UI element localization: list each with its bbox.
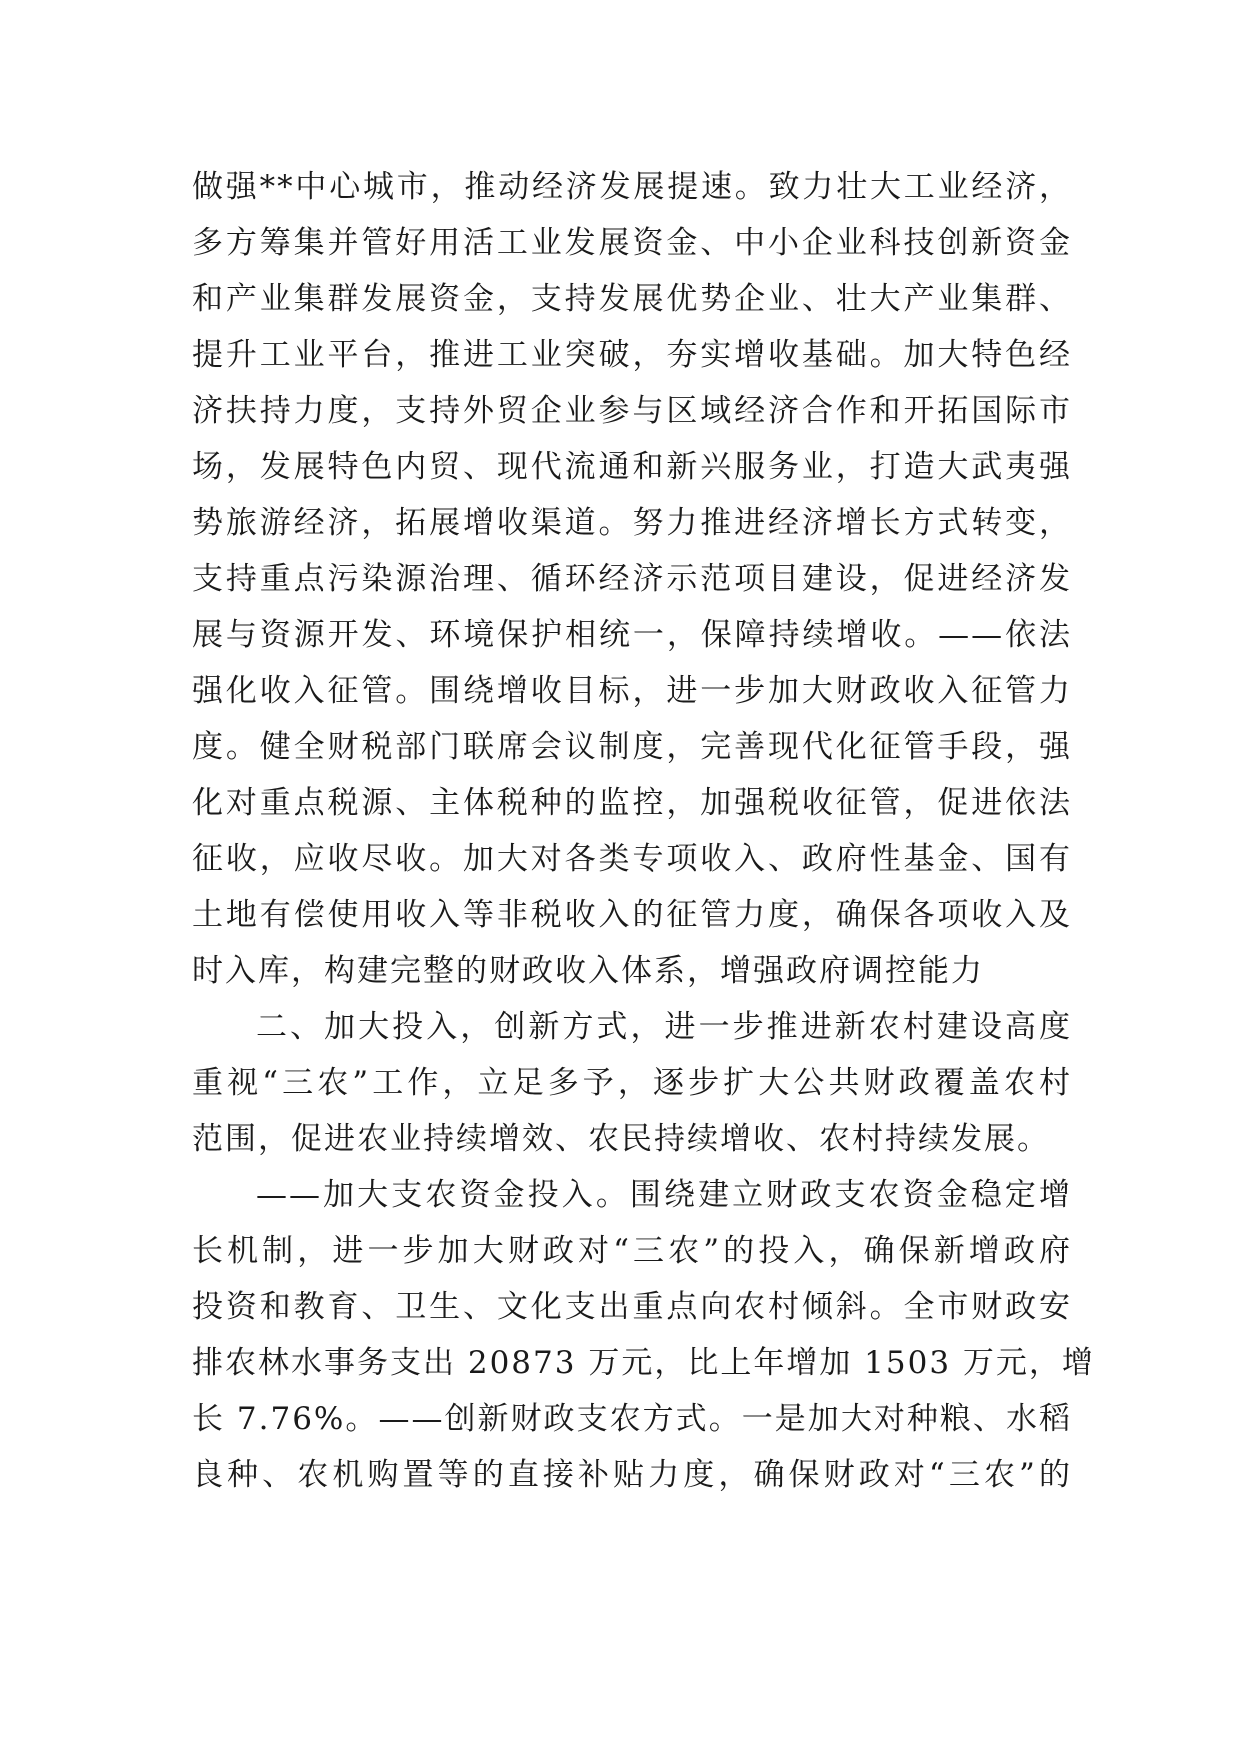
text-line: 展与资源开发、环境保护相统一，保障持续增收。——依法 — [192, 617, 1072, 653]
section-heading-line: 二、加大投入，创新方式，进一步推进新农村建设高度 — [256, 1009, 1072, 1045]
text-line: 范围，促进农业持续增效、农民持续增收、农村持续发展。 — [192, 1121, 1050, 1157]
text-line: 良种、农机购置等的直接补贴力度，确保财政对“三农”的 — [192, 1457, 1072, 1493]
text-line: 势旅游经济，拓展增收渠道。努力推进经济增长方式转变， — [192, 505, 1072, 541]
text-line: 排农林水事务支出 20873 万元，比上年增加 1503 万元，增 — [192, 1345, 1095, 1381]
text-line: 长机制，进一步加大财政对“三农”的投入，确保新增政府 — [192, 1233, 1072, 1269]
text-line: 提升工业平台，推进工业突破，夯实增收基础。加大特色经 — [192, 337, 1072, 373]
text-line: 长 7.76%。——创新财政支农方式。一是加大对种粮、水稻 — [192, 1401, 1072, 1437]
text-line: 济扶持力度，支持外贸企业参与区域经济合作和开拓国际市 — [192, 393, 1072, 429]
text-line: 土地有偿使用收入等非税收入的征管力度，确保各项收入及 — [192, 897, 1072, 933]
text-line: 做强**中心城市，推动经济发展提速。致力壮大工业经济， — [192, 169, 1072, 205]
text-line: 征收，应收尽收。加大对各类专项收入、政府性基金、国有 — [192, 841, 1072, 877]
text-line: ——加大支农资金投入。围绕建立财政支农资金稳定增 — [256, 1177, 1072, 1213]
text-line: 化对重点税源、主体税种的监控，加强税收征管，促进依法 — [192, 785, 1072, 821]
text-line: 强化收入征管。围绕增收目标，进一步加大财政收入征管力 — [192, 673, 1072, 709]
text-line: 支持重点污染源治理、循环经济示范项目建设，促进经济发 — [192, 561, 1072, 597]
text-line: 多方筹集并管好用活工业发展资金、中小企业科技创新资金 — [192, 225, 1072, 261]
text-line: 场，发展特色内贸、现代流通和新兴服务业，打造大武夷强 — [192, 449, 1072, 485]
text-line: 重视“三农”工作，立足多予，逐步扩大公共财政覆盖农村 — [192, 1065, 1072, 1101]
text-line: 度。健全财税部门联席会议制度，完善现代化征管手段，强 — [192, 729, 1072, 765]
text-line: 和产业集群发展资金，支持发展优势企业、壮大产业集群、 — [192, 281, 1072, 317]
body-text — [192, 159, 1095, 1503]
text-line: 投资和教育、卫生、文化支出重点向农村倾斜。全市财政安 — [192, 1289, 1072, 1325]
text-line: 时入库，构建完整的财政收入体系，增强政府调控能力 — [192, 953, 984, 989]
